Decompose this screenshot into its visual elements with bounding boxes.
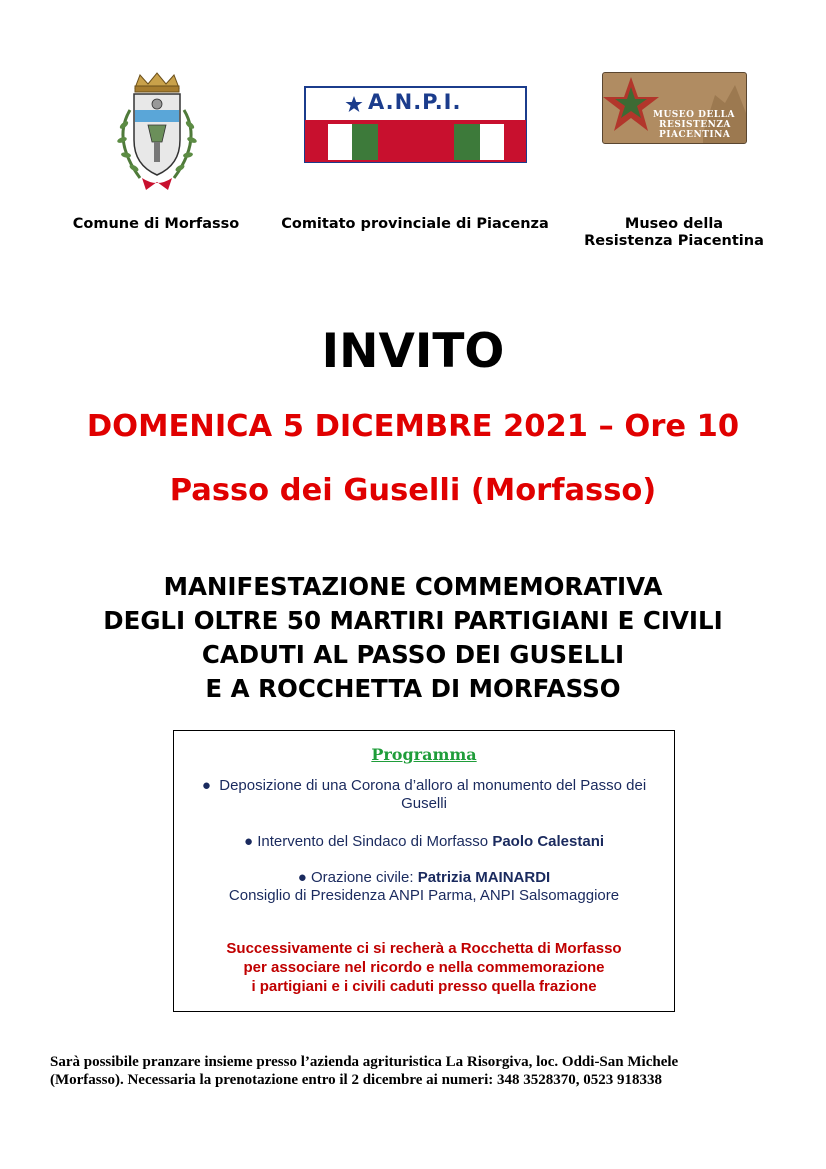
anpi-logo (304, 86, 527, 163)
note-line-2: per associare nel ricordo e nella commemorazione (243, 959, 605, 976)
item3-name: Patrizia MAINARDI (417, 869, 551, 886)
programma-box (173, 730, 675, 1012)
bullet-icon: ● (201, 777, 220, 794)
museo-caption (572, 216, 776, 250)
place-line: Passo dei Guselli (Morfasso) (169, 473, 657, 508)
item1-line2: Guselli (401, 795, 447, 812)
programma-item-3 (174, 869, 674, 905)
item3-text: Orazione civile: (310, 869, 418, 886)
subject-line-4: E A ROCCHETTA DI MORFASSO (205, 674, 621, 703)
item2-text: Intervento del Sindaco di Morfasso (257, 833, 493, 850)
footer-line-2: (Morfasso). Necessaria la prenotazione entro il 2 dicembre ai numeri: 348 3528370, 0523 918338 (50, 1072, 662, 1088)
item3-role: Consiglio di Presidenza ANPI Parma, ANPI Salsomaggiore (228, 887, 620, 904)
subject-line-2: DEGLI OLTRE 50 MARTIRI PARTIGIANI E CIVILI (103, 606, 723, 635)
anpi-logo-text: A.N.P.I. (368, 90, 462, 114)
museo-logo-text-1: MUSEO DELLA (653, 110, 735, 120)
date-line: DOMENICA 5 DICEMBRE 2021 – Ore 10 (86, 409, 740, 444)
coat-of-arms-icon (100, 70, 215, 195)
subject-line-1: MANIFESTAZIONE COMMEMORATIVA (163, 572, 663, 601)
programma-item-2 (174, 833, 674, 851)
item2-name: Paolo Calestani (492, 833, 605, 850)
programma-note (174, 939, 674, 996)
programma-item-1 (174, 777, 674, 813)
note-line-1: Successivamente ci si recherà a Rocchetta di Morfasso (226, 940, 622, 957)
museo-logo (602, 72, 747, 144)
museo-logo-text-3: PIACENTINA (659, 130, 731, 140)
footer-note (50, 1053, 790, 1089)
museo-logo-text-2: RESISTENZA (659, 120, 731, 130)
note-line-3: i partigiani e i civili caduti presso quella frazione (251, 978, 597, 995)
comune-caption: Comune di Morfasso (72, 216, 240, 232)
bullet-icon: ● (243, 833, 258, 850)
museo-caption-line2: Resistenza Piacentina (584, 233, 764, 249)
subject-line-3: CADUTI AL PASSO DEI GUSELLI (201, 640, 625, 669)
invito-heading: INVITO (321, 324, 505, 379)
museo-caption-line1: Museo della (624, 216, 724, 232)
footer-line-1: Sarà possibile pranzare insieme presso l’azienda agrituristica La Risorgiva, loc. Oddi-San Michele (50, 1054, 679, 1070)
comune-coat-of-arms (100, 70, 215, 195)
item1-line1: Deposizione di una Corona d’alloro al monumento del Passo dei (219, 777, 647, 794)
bullet-icon: ● (297, 869, 311, 886)
anpi-caption: Comitato provinciale di Piacenza (281, 216, 549, 232)
programma-title: Programma (371, 745, 477, 764)
